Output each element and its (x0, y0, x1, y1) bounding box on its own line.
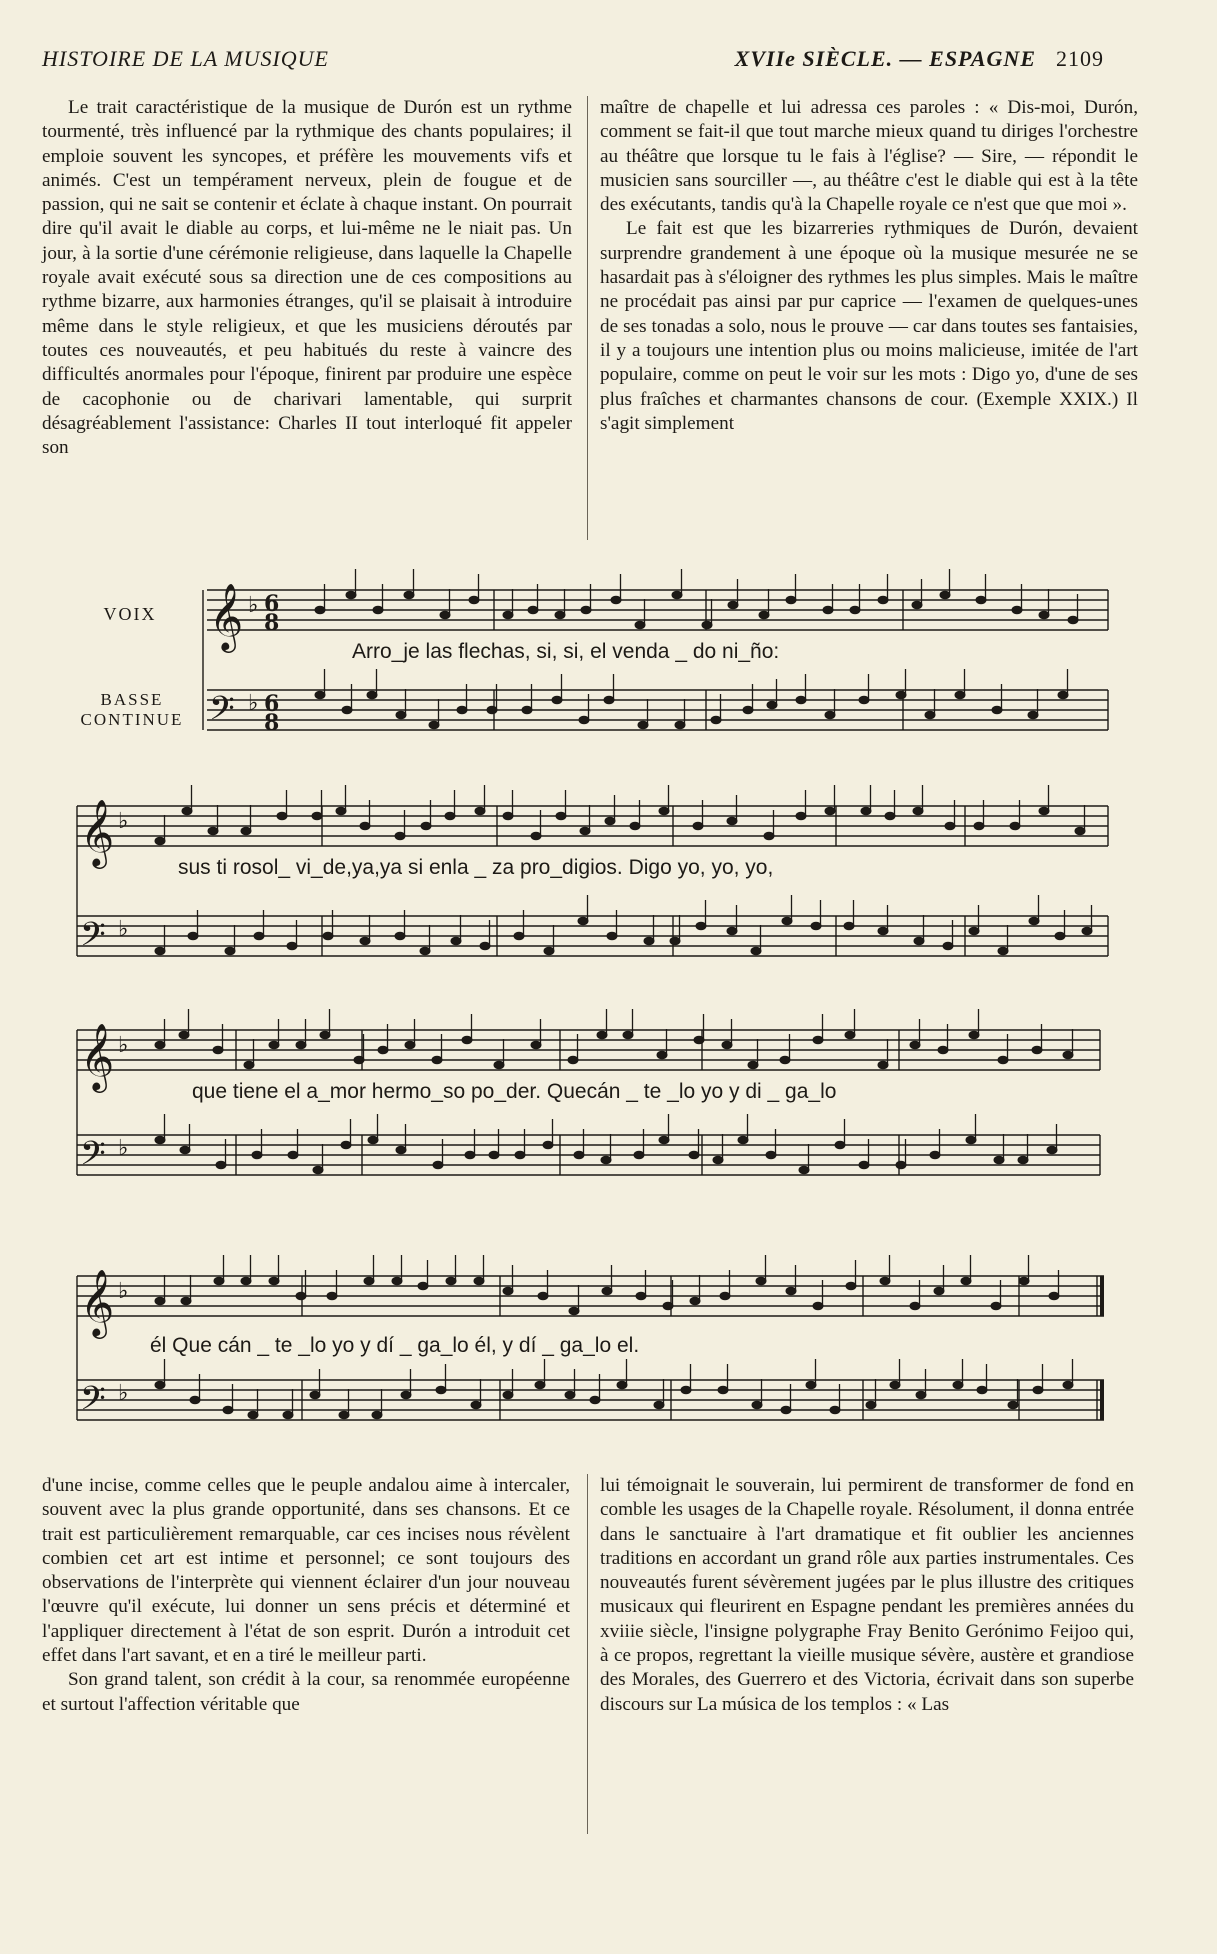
note-head (635, 621, 645, 629)
note-head (446, 1277, 456, 1285)
note-head (659, 807, 669, 815)
note-head (878, 927, 888, 935)
note-head (910, 1041, 920, 1049)
note-head (976, 596, 986, 604)
note-head (480, 942, 490, 950)
note-head (360, 822, 370, 830)
note-head (991, 1302, 1001, 1310)
note-head (850, 606, 860, 614)
note-head (796, 696, 806, 704)
note-head (672, 591, 682, 599)
note-head (392, 1277, 402, 1285)
note-head (896, 1161, 906, 1169)
note-head (214, 1277, 224, 1285)
paragraph: Le trait caractéristique de la musique de Durón est un rythme tourmenté, très influencé par la rythmique des chants populaires; il emploie souvent les syncopes, et préfère les mouvements vifs et animés. C'est un tempérament nerveux, plein de fougue et de passion, qui ne sait se contenir et éclate à chaque instant. On pourrait dire qu'il avait le diable au corps, et lui-même ne le niait pas. Un jour, à la sortie d'une cérémonie religieuse, dans laquelle la Chapelle royale avait exécuté sous sa direction une de ces compositions au rythme bizarre, aux harmonies étranges, qu'il se plaisait à introduire même dans le style religieux, et que les musiciens déroutés par toutes ces nouveautés, et peu habitués du reste à vaincre des difficultés anormales pour l'époque, finirent par produire une espèce de cacophonie ou de charivari lamentable, qui surprit désagréablement l'assistance: Charles II tout interloqué fit appeler son (42, 97, 572, 459)
time-signature-denominator: 8 (264, 610, 280, 636)
note-head (313, 1166, 323, 1174)
bass-clef-icon: 𝄢 (80, 1380, 106, 1426)
note-head (938, 1046, 948, 1054)
note-head (756, 1277, 766, 1285)
header-title: HISTOIRE DE LA MUSIQUE (42, 46, 329, 71)
note-head (155, 837, 165, 845)
note-head (1082, 927, 1092, 935)
note-head (998, 947, 1008, 955)
note-head (727, 817, 737, 825)
note-head (475, 807, 485, 815)
note-head (597, 1031, 607, 1039)
note-head (896, 691, 906, 699)
note-head (916, 1391, 926, 1399)
note-head (180, 1146, 190, 1154)
note-head (296, 1041, 306, 1049)
note-head (767, 701, 777, 709)
note-head (569, 1307, 579, 1315)
note-head (630, 822, 640, 830)
note-head (690, 1297, 700, 1305)
note-head (155, 1297, 165, 1305)
note-head (718, 1386, 728, 1394)
note-head (913, 807, 923, 815)
lyrics-line-3: que tiene el a_mor hermo_so po_der. Quecán _ te _lo yo y di _ ga_lo (192, 1080, 837, 1103)
note-head (420, 947, 430, 955)
note-head (969, 927, 979, 935)
note-head (955, 691, 965, 699)
note-head (155, 1136, 165, 1144)
note-head (487, 706, 497, 714)
note-head (336, 807, 346, 815)
note-head (244, 1061, 254, 1069)
note-head (977, 1386, 987, 1394)
note-head (782, 917, 792, 925)
note-head (155, 947, 165, 955)
paragraph: Le fait est que les bizarreries rythmiques de Durón, devaient surprendre grandement à une époque où la musique mesurée ne se hasardait pas à s'éloigner des rythmes les plus simples. Mais le maître ne procédait pas ainsi par pur caprice — l'examen de quelques-unes de ses tonadas a solo, nous le prouve — car dans toutes ses fantaisies, il y a toujours une intention plus ou moins malicieuse, imitée de l'art populaire, comme on peut le voir sur les mots : Digo yo, d'une de ses plus fraîches et charmantes chansons de cour. (Exemple XXIX.) Il s'agit simplement (600, 218, 1138, 434)
flat-key-icon: ♭ (248, 691, 259, 716)
note-head (966, 1136, 976, 1144)
note-head (617, 1381, 627, 1389)
note-head (751, 947, 761, 955)
note-head (711, 716, 721, 724)
note-head (934, 1287, 944, 1295)
note-head (1055, 932, 1065, 940)
note-head (179, 1031, 189, 1039)
note-head (675, 721, 685, 729)
flat-key-icon: ♭ (118, 1381, 129, 1406)
note-head (634, 1151, 644, 1159)
note-head (835, 1141, 845, 1149)
note-head (213, 1046, 223, 1054)
note-head (404, 591, 414, 599)
note-head (396, 711, 406, 719)
note-head (451, 937, 461, 945)
note-head (342, 706, 352, 714)
note-head (1063, 1381, 1073, 1389)
bass-clef-icon: 𝄢 (209, 690, 235, 736)
lyrics-line-2: sus ti rosol_ vi_de,ya,ya si enla _ za pro_digios. Digo yo, yo, yo, (178, 856, 774, 879)
note-head (531, 832, 541, 840)
note-head (312, 812, 322, 820)
note-head (579, 716, 589, 724)
note-head (432, 1056, 442, 1064)
note-head (786, 1287, 796, 1295)
note-head (556, 812, 566, 820)
note-head (998, 1056, 1008, 1064)
note-head (846, 1282, 856, 1290)
note-head (728, 601, 738, 609)
column-divider-bottom (587, 1474, 588, 1834)
note-head (568, 1056, 578, 1064)
note-head (323, 932, 333, 940)
note-head (360, 937, 370, 945)
note-head (1010, 822, 1020, 830)
note-head (764, 832, 774, 840)
note-head (638, 721, 648, 729)
note-head (759, 611, 769, 619)
note-head (395, 832, 405, 840)
note-head (254, 932, 264, 940)
note-head (766, 1151, 776, 1159)
note-head (225, 947, 235, 955)
paragraph: Son grand talent, son crédit à la cour, sa renommée européenne et surtout l'affection véritable que (42, 1669, 570, 1715)
note-head (845, 1031, 855, 1039)
note-head (436, 1386, 446, 1394)
note-head (914, 937, 924, 945)
note-head (813, 1036, 823, 1044)
note-head (811, 922, 821, 930)
note-head (654, 1401, 664, 1409)
note-head (503, 1391, 513, 1399)
note-head (248, 1411, 258, 1419)
header-section-title: XVIIe SIÈCLE. — ESPAGNE (734, 46, 1036, 71)
note-head (283, 1411, 293, 1419)
note-head (315, 606, 325, 614)
note-head (538, 1292, 548, 1300)
note-head (1018, 1156, 1028, 1164)
note-head (503, 1287, 513, 1295)
note-head (799, 1166, 809, 1174)
note-head (590, 1396, 600, 1404)
note-head (670, 937, 680, 945)
note-head (288, 1151, 298, 1159)
bass-continuo-label: BASSE CONTINUE (80, 690, 184, 729)
note-head (543, 1141, 553, 1149)
note-head (940, 591, 950, 599)
flat-key-icon: ♭ (118, 809, 129, 834)
note-head (241, 1277, 251, 1285)
note-head (605, 817, 615, 825)
note-head (694, 1036, 704, 1044)
note-head (528, 606, 538, 614)
note-head (188, 932, 198, 940)
note-head (565, 1391, 575, 1399)
note-head (945, 822, 955, 830)
time-signature-numerator: 6 (264, 591, 280, 617)
note-head (457, 706, 467, 714)
note-head (961, 1277, 971, 1285)
note-head (578, 917, 588, 925)
note-head (581, 606, 591, 614)
note-head (531, 1041, 541, 1049)
note-head (494, 1061, 504, 1069)
note-head (418, 1282, 428, 1290)
note-head (1039, 611, 1049, 619)
note-head (421, 822, 431, 830)
note-head (604, 696, 614, 704)
note-head (1063, 1051, 1073, 1059)
note-head (890, 1381, 900, 1389)
note-head (607, 932, 617, 940)
note-head (354, 1056, 364, 1064)
note-head (522, 706, 532, 714)
note-head (440, 611, 450, 619)
note-head (216, 1161, 226, 1169)
note-head (830, 1406, 840, 1414)
note-head (515, 1151, 525, 1159)
text-column-bottom-right (600, 1474, 1134, 1717)
note-head (346, 591, 356, 599)
note-head (720, 1292, 730, 1300)
note-head (277, 812, 287, 820)
note-head (657, 1051, 667, 1059)
note-head (861, 807, 871, 815)
flat-key-icon: ♭ (118, 1033, 129, 1058)
note-head (1008, 1401, 1018, 1409)
note-head (489, 1151, 499, 1159)
note-head (503, 611, 513, 619)
note-head (823, 606, 833, 614)
note-head (727, 927, 737, 935)
note-head (696, 922, 706, 930)
note-head (395, 932, 405, 940)
note-head (752, 1401, 762, 1409)
note-head (373, 606, 383, 614)
note-head (269, 1277, 279, 1285)
note-head (503, 812, 513, 820)
bass-clef-icon: 𝄢 (80, 1135, 106, 1181)
note-head (190, 1396, 200, 1404)
note-head (825, 807, 835, 815)
note-head (880, 1277, 890, 1285)
treble-clef-icon: 𝄞 (80, 798, 115, 866)
note-head (296, 1292, 306, 1300)
note-head (181, 1297, 191, 1305)
note-head (806, 1381, 816, 1389)
note-head (1012, 606, 1022, 614)
note-head (866, 1401, 876, 1409)
note-head (859, 1161, 869, 1169)
note-head (781, 1406, 791, 1414)
voice-label: VOIX (103, 604, 157, 624)
note-head (825, 711, 835, 719)
note-head (644, 937, 654, 945)
note-head (320, 1031, 330, 1039)
note-head (445, 812, 455, 820)
note-head (574, 1151, 584, 1159)
note-head (659, 1136, 669, 1144)
flat-key-icon: ♭ (248, 593, 259, 618)
note-head (1028, 711, 1038, 719)
paragraph: d'une incise, comme celles que le peuple andalou aime à intercaler, souvent avec la plus grande opportunité, dans ses chansons. Et ce trait est particulièrement remarquable, car ces incises nous révèlent combien cet art est intime et personnel; ce sont toujours des observations de l'interprète qui viennent éclairer d'un jour nouveau l'œuvre qu'il exécute, lui donner un sens précis et déterminé et l'appliquer directement à l'état de son esprit. Durón a introduit cet effet dans l'art savant, et en a tiré le meilleur parti. (42, 1475, 570, 1667)
note-head (992, 706, 1002, 714)
note-head (1049, 1292, 1059, 1300)
note-head (544, 947, 554, 955)
page-number: 2109 (1056, 46, 1104, 71)
note-head (469, 596, 479, 604)
note-head (364, 1277, 374, 1285)
note-head (743, 706, 753, 714)
note-head (1047, 1146, 1057, 1154)
note-head (401, 1391, 411, 1399)
note-head (1058, 691, 1068, 699)
note-head (925, 711, 935, 719)
note-head (474, 1277, 484, 1285)
time-signature-denominator: 8 (264, 710, 280, 736)
note-head (1039, 807, 1049, 815)
note-head (223, 1406, 233, 1414)
text-column-bottom-left (42, 1474, 570, 1717)
note-head (555, 611, 565, 619)
note-head (182, 807, 192, 815)
note-head (367, 691, 377, 699)
note-head (155, 1041, 165, 1049)
note-head (813, 1302, 823, 1310)
note-head (433, 1161, 443, 1169)
note-head (1033, 1386, 1043, 1394)
note-head (689, 1151, 699, 1159)
note-head (969, 1031, 979, 1039)
note-head (208, 827, 218, 835)
note-head (471, 1401, 481, 1409)
note-head (722, 1041, 732, 1049)
treble-clef-icon: 𝄞 (209, 582, 244, 650)
note-head (552, 696, 562, 704)
note-head (885, 812, 895, 820)
note-head (1068, 616, 1078, 624)
note-head (372, 1411, 382, 1419)
note-head (1019, 1277, 1029, 1285)
note-head (844, 922, 854, 930)
note-head (878, 1061, 888, 1069)
flat-key-icon: ♭ (118, 1136, 129, 1161)
bass-clef-icon: 𝄢 (80, 916, 106, 962)
treble-clef-icon: 𝄞 (80, 1268, 115, 1336)
note-head (378, 1046, 388, 1054)
note-head (535, 1381, 545, 1389)
note-head (748, 1061, 758, 1069)
note-head (1075, 827, 1085, 835)
notes (155, 569, 1092, 1419)
note-head (310, 1391, 320, 1399)
flat-key-icon: ♭ (118, 917, 129, 942)
note-head (327, 1292, 337, 1300)
lyrics-line-1: Arro_je las flechas, si, si, el venda _ do ni_ño: (352, 640, 780, 663)
note-head (1032, 1046, 1042, 1054)
note-head (974, 822, 984, 830)
note-head (681, 1386, 691, 1394)
note-head (910, 1302, 920, 1310)
note-head (796, 812, 806, 820)
clefs-and-signatures (80, 582, 279, 1426)
note-head (429, 721, 439, 729)
flat-key-icon: ♭ (118, 1279, 129, 1304)
note-head (580, 827, 590, 835)
note-head (943, 942, 953, 950)
note-head (702, 621, 712, 629)
note-head (623, 1031, 633, 1039)
note-head (601, 1156, 611, 1164)
note-head (341, 1141, 351, 1149)
note-head (663, 1302, 673, 1310)
paragraph: lui témoignait le souverain, lui permirent de transformer de fond en comble les usages de la Chapelle royale. Résolument, il donna entrée dans le sanctuaire à l'art dramatique et fit oublier les anciennes traditions en accordant un grand rôle aux parties instrumentales. Ces nouveautés furent sévèrement jugées par le plus illustre des critiques musicaux qui fleurirent en Espagne pendant les premières années du xviiie siècle, l'insigne polygraphe Fray Benito Gerónimo Feijoo qui, à ce propos, regrettant la vieille musique sévère, austère et grandiose des Morales, des Guerrero et des Victoria, écrivait dans son superbe discours sur La música de los templos : « Las (600, 1475, 1134, 1715)
note-head (514, 932, 524, 940)
time-signature-numerator: 6 (264, 691, 280, 717)
note-head (1029, 917, 1039, 925)
paragraph: maître de chapelle et lui adressa ces paroles : « Dis-moi, Durón, comment se fait-il que tout marche mieux quand tu diriges l'orchestre au théâtre que lorsque tu le fais à l'église? — Sire, — répondit le musicien sans sourciller —, au théâtre c'est le diable qui est à la tête des exécutants, tandis qu'à la Chapelle royale ce n'est que que moi ». (600, 97, 1138, 216)
note-head (287, 942, 297, 950)
note-head (465, 1151, 475, 1159)
note-head (396, 1146, 406, 1154)
note-head (252, 1151, 262, 1159)
note-head (339, 1411, 349, 1419)
note-head (155, 1381, 165, 1389)
note-head (878, 596, 888, 604)
lyrics-line-4: él Que cán _ te _lo yo y dí _ ga_lo él, y dí _ ga_lo el. (150, 1334, 640, 1357)
note-head (786, 596, 796, 604)
note-head (611, 596, 621, 604)
note-head (780, 1056, 790, 1064)
note-head (994, 1156, 1004, 1164)
note-head (859, 696, 869, 704)
note-head (953, 1381, 963, 1389)
note-head (912, 601, 922, 609)
treble-clef-icon: 𝄞 (80, 1022, 115, 1090)
note-head (462, 1036, 472, 1044)
note-head (602, 1287, 612, 1295)
note-head (405, 1041, 415, 1049)
note-head (315, 691, 325, 699)
note-head (713, 1156, 723, 1164)
note-head (930, 1151, 940, 1159)
note-head (636, 1292, 646, 1300)
note-head (368, 1136, 378, 1144)
note-head (241, 827, 251, 835)
note-head (738, 1136, 748, 1144)
note-head (269, 1041, 279, 1049)
note-head (693, 822, 703, 830)
